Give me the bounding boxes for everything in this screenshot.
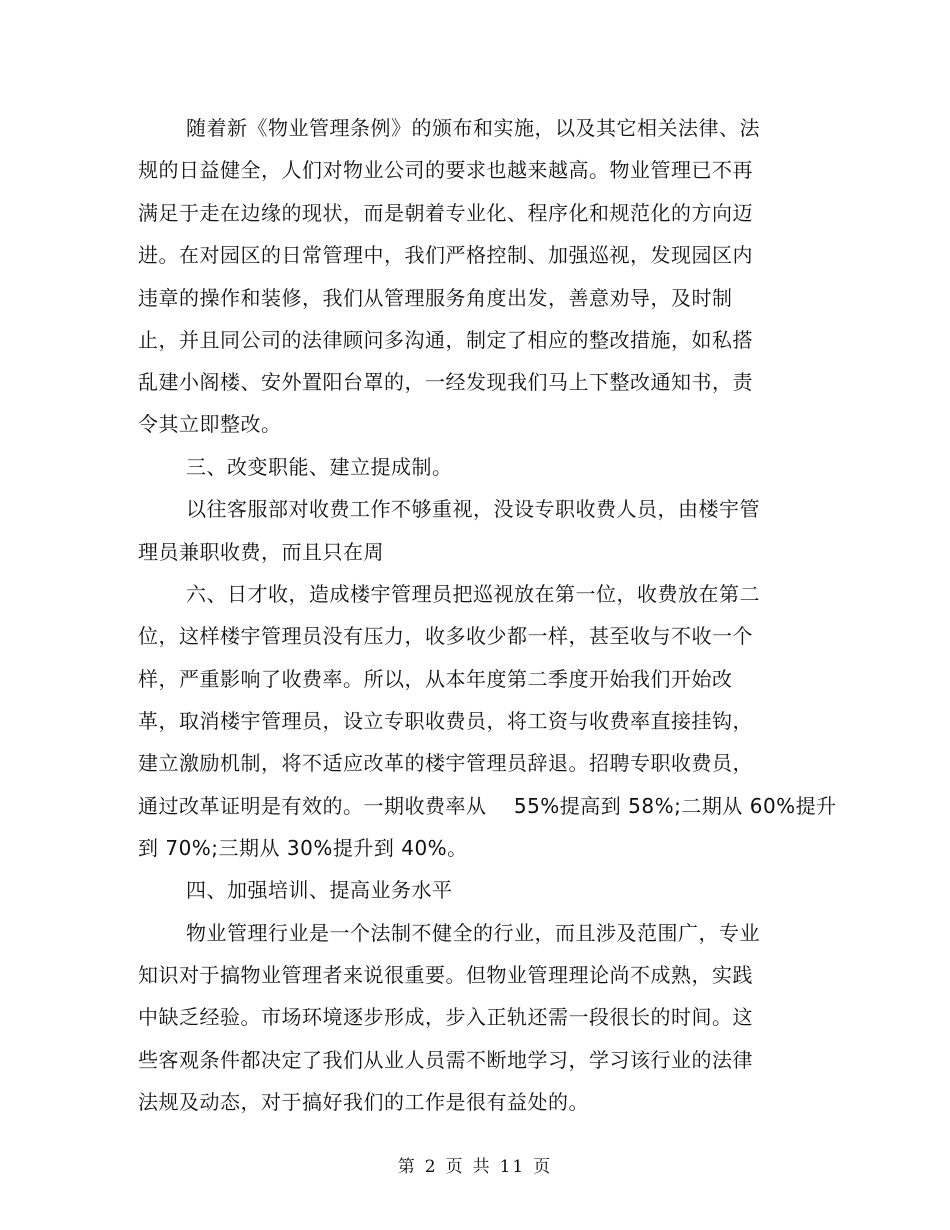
paragraph-line: 物业管理行业是一个法制不健全的行业，而且涉及范围广，专业 [186,921,760,945]
footer-prefix: 第 [397,1157,417,1177]
paragraph-line: 令其立即整改。 [138,412,282,436]
footer-total-word: 共 [472,1157,492,1177]
paragraph-line: 以往客服部对收费工作不够重视，没设专职收费人员，由楼宇管 [186,497,760,521]
paragraph-line: 些客观条件都决定了我们从业人员需不断地学习，学习该行业的法律 [138,1048,753,1072]
paragraph-line: 中缺乏经验。市场环境逐步形成，步入正轨还需一段很长的时间。这 [138,1005,753,1029]
paragraph-line: 样，严重影响了收费率。所以，从本年度第二季度开始我们开始改 [138,667,733,691]
footer-page-word: 页 [445,1157,465,1177]
footer-suffix: 页 [533,1157,553,1177]
paragraph-line: 通过改革证明是有效的。一期收费率从 55%提高到 58%;二期从 60%提升 [138,794,837,818]
paragraph-line: 位，这样楼宇管理员没有压力，收多收少都一样，甚至收与不收一个 [138,624,753,648]
paragraph-line: 到 70%;三期从 30%提升到 40%。 [138,836,468,860]
paragraph-line: 法规及动态，对于搞好我们的工作是很有益处的。 [138,1090,589,1114]
total-page-count: 11 [499,1157,526,1177]
paragraph-line: 规的日益健全，人们对物业公司的要求也越来越高。物业管理已不再 [138,158,753,182]
paragraph-line: 建立激励机制，将不适应改革的楼宇管理员辞退。招聘专职收费员， [138,751,753,775]
section-heading: 三、改变职能、建立提成制。 [186,455,453,479]
page-footer [0,1152,950,1177]
paragraph-line: 进。在对园区的日常管理中，我们严格控制、加强巡视，发现园区内 [138,243,753,267]
section-heading: 四、加强培训、提高业务水平 [186,878,453,902]
paragraph-line: 止，并且同公司的法律顾问多沟通，制定了相应的整改措施，如私搭 [138,328,753,352]
paragraph-line: 违章的操作和装修，我们从管理服务角度出发，善意劝导，及时制 [138,286,733,310]
paragraph-line: 满足于走在边缘的现状，而是朝着专业化、程序化和规范化的方向迈 [138,201,753,225]
paragraph-line: 随着新《物业管理条例》的颁布和实施，以及其它相关法律、法 [186,116,760,140]
paragraph-line: 六、日才收，造成楼宇管理员把巡视放在第一位，收费放在第二 [186,582,760,606]
paragraph-line: 革，取消楼宇管理员，设立专职收费员，将工资与收费率直接挂钩， [138,709,753,733]
paragraph-line: 理员兼职收费，而且只在周 [138,540,384,564]
paragraph-line: 乱建小阁楼、安外置阳台罩的，一经发现我们马上下整改通知书，责 [138,370,753,394]
current-page-number: 2 [424,1157,438,1177]
paragraph-line: 知识对于搞物业管理者来说很重要。但物业管理理论尚不成熟，实践 [138,963,753,987]
